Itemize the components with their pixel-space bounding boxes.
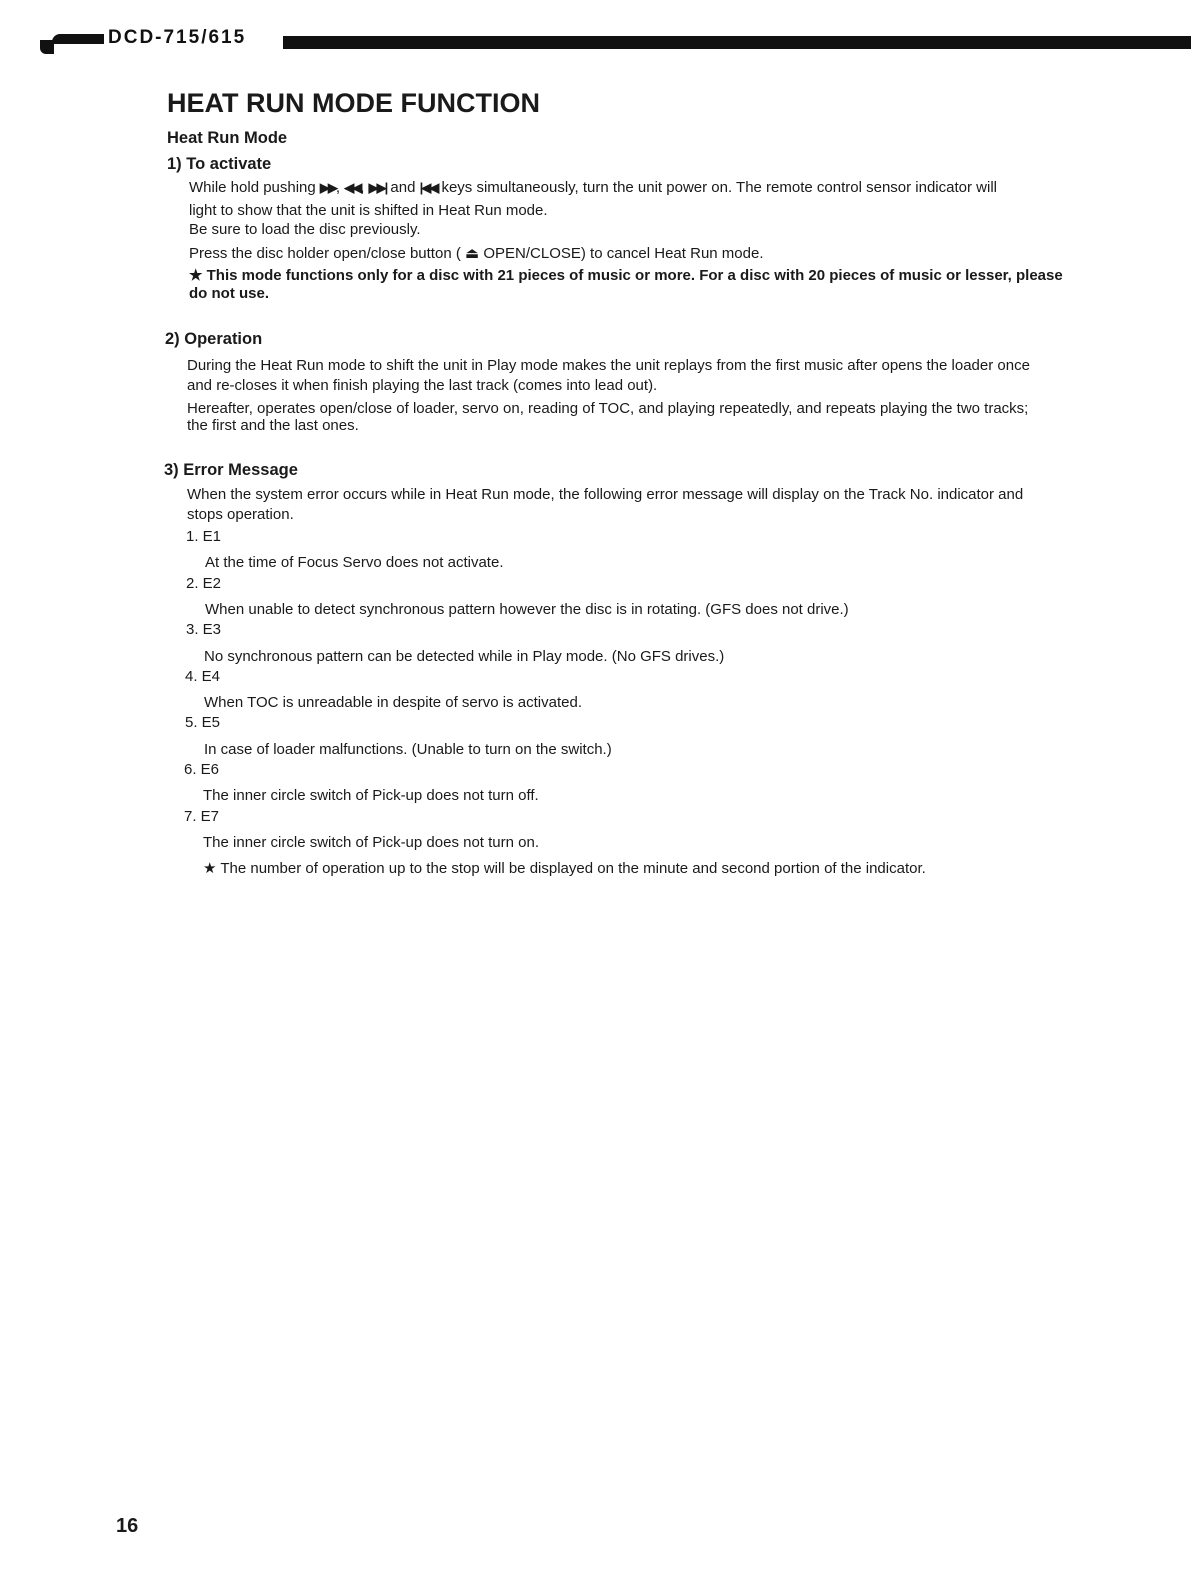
- activate-line-2: light to show that the unit is shifted in Heat Run mode.: [189, 202, 548, 219]
- header-model: DCD-715/615: [108, 27, 247, 48]
- error-code: 7. E7: [184, 808, 220, 825]
- error-code: 4. E4: [185, 668, 221, 685]
- header-rule: [283, 36, 1191, 49]
- operation-line: and re-closes it when finish playing the last track (comes into lead out).: [187, 377, 658, 394]
- skip-previous-icon: |◀◀: [419, 180, 438, 195]
- errors-intro: stops operation.: [187, 506, 294, 523]
- header-logo-mark: [52, 34, 104, 44]
- text: While hold pushing: [189, 179, 316, 196]
- text: keys simultaneously, turn the unit power on. The remote control sensor indicator will: [441, 179, 997, 196]
- page-number: 16: [116, 1515, 139, 1537]
- error-desc: When unable to detect synchronous pattern however the disc is in rotating. (GFS does not drive.): [205, 601, 849, 618]
- operation-line: During the Heat Run mode to shift the unit in Play mode makes the unit replays from the first music after opens the loader once: [187, 357, 1030, 374]
- error-desc: When TOC is unreadable in despite of servo is activated.: [204, 694, 582, 711]
- rewind-icon: ◀◀: [344, 180, 361, 195]
- activate-line-4: [189, 244, 763, 262]
- activate-note-1: ★ This mode functions only for a disc with 21 pieces of music or more. For a disc with 20 pieces of music or lesser, please: [189, 267, 1063, 284]
- page-title: HEAT RUN MODE FUNCTION: [167, 88, 540, 118]
- error-desc: No synchronous pattern can be detected while in Play mode. (No GFS drives.): [204, 648, 725, 665]
- errors-note: ★ The number of operation up to the stop will be displayed on the minute and second portion of the indicator.: [203, 860, 926, 877]
- text: ,: [360, 179, 365, 196]
- activate-line-1: [189, 179, 997, 196]
- operation-line: Hereafter, operates open/close of loader, servo on, reading of TOC, and playing repeatedly, and repeats playing the two tracks;: [187, 400, 1029, 417]
- header-logo-hook: [40, 40, 54, 54]
- eject-icon: ⏏: [465, 245, 480, 262]
- fast-forward-icon: ▶▶: [319, 180, 336, 195]
- activate-heading: 1) To activate: [167, 155, 272, 173]
- text: and: [390, 179, 416, 196]
- error-code: 2. E2: [186, 575, 222, 592]
- error-code: 1. E1: [186, 528, 222, 545]
- error-desc: The inner circle switch of Pick-up does not turn off.: [203, 787, 539, 804]
- activate-note-2: do not use.: [189, 285, 269, 302]
- operation-line: the first and the last ones.: [187, 417, 359, 434]
- text: OPEN/CLOSE) to cancel Heat Run mode.: [483, 245, 764, 262]
- activate-line-3: Be sure to load the disc previously.: [189, 221, 421, 238]
- error-code: 3. E3: [186, 621, 222, 638]
- error-code: 5. E5: [185, 714, 221, 731]
- errors-intro: When the system error occurs while in Heat Run mode, the following error message will display on the Track No. indicator and: [187, 486, 1024, 503]
- error-code: 6. E6: [184, 761, 220, 778]
- text: Press the disc holder open/close button (: [189, 245, 461, 262]
- operation-heading: 2) Operation: [165, 330, 263, 348]
- error-desc: In case of loader malfunctions. (Unable to turn on the switch.): [204, 741, 612, 758]
- error-desc: At the time of Focus Servo does not activate.: [205, 554, 504, 571]
- section-subtitle: Heat Run Mode: [167, 129, 288, 147]
- errors-heading: 3) Error Message: [164, 461, 298, 479]
- error-desc: The inner circle switch of Pick-up does not turn on.: [203, 834, 539, 851]
- text: ,: [335, 179, 341, 196]
- skip-next-icon: ▶▶|: [368, 180, 387, 195]
